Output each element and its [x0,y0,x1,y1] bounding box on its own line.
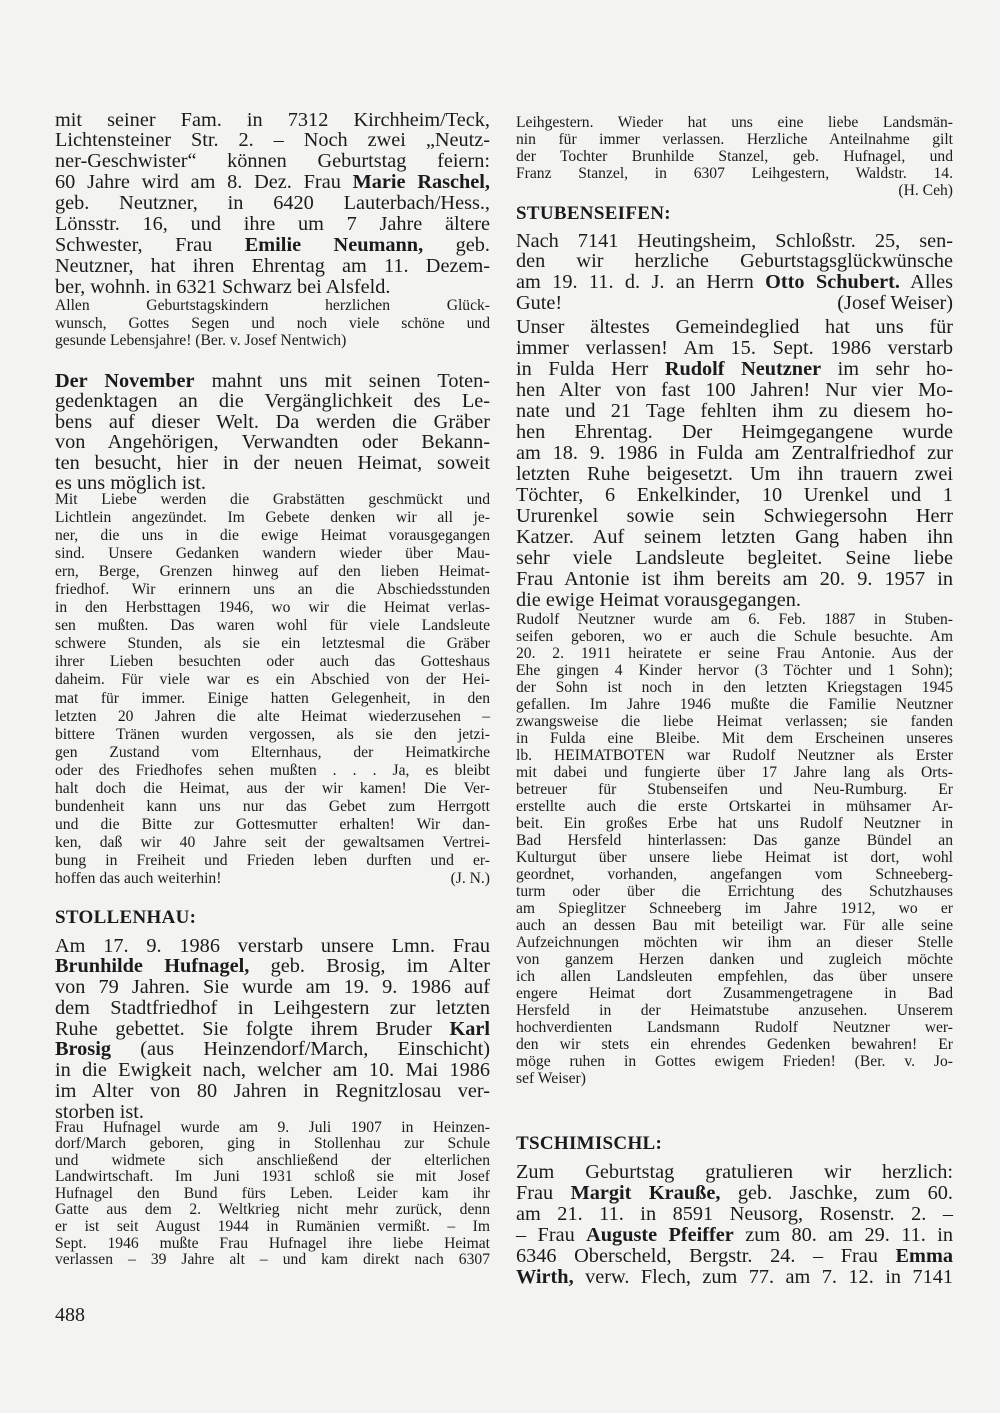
text-run: 20. 2. 1911 heiratete er seine Frau Antonie. Aus der [516,644,953,662]
bold-name: Marie Raschel, [352,171,490,194]
text-run: Töchter, 6 Enkelkinder, 10 Urenkel und 1 [516,483,953,506]
text-line [55,1019,490,1040]
section-heading [516,1132,953,1156]
text-line [516,590,953,611]
text-run: hoffen das auch weiterhin! [55,869,222,887]
text-run: ich allen Landsleuten empfehlen, das über unsere [516,967,953,985]
text-run: im sehr ho- [821,357,953,380]
text-line [516,1267,953,1288]
text-run: mit dabei und fungierte über 17 Jahre lang als Orts- [516,763,953,781]
paragraph [516,317,953,611]
text-line [55,1219,490,1236]
text-run: am 18. 9. 1986 in Fulda am Zentralfriedhof zur [516,441,953,464]
text-line [516,131,953,148]
text-line [55,151,490,172]
text-line [55,852,490,870]
text-run: Sept. 1946 mußte Frau Hufnagel ihre liebe Heimat [55,1234,490,1252]
text-line [55,1039,490,1060]
text-line [55,1060,490,1081]
text-line [516,934,953,951]
text-run: in die Ewigkeit nach, welcher am 10. Mai 1986 [55,1059,490,1081]
text-run: sehr viele Landsleute begleitet. Seine liebe [516,546,953,569]
text-line [516,679,953,696]
text-run: halt doch die Heimat, aus der wir kamen! Die Ver- [55,779,490,797]
paragraph [516,231,953,314]
section-heading [55,906,490,930]
text-line [516,730,953,747]
text-run: friedhof. Wir erinnern uns an die Abschiedsstunden [55,581,490,599]
text-run: geb. Neutzner, in 6420 Lauterbach/Hess., [55,192,490,215]
text-run: sind. Unsere Gedanken wandern wieder über Mau- [55,545,490,563]
text-run: Bad Hersfeld hinterlassen: Das ganze Bündel an [516,831,953,849]
text-run: Alles [899,270,953,293]
text-run: die ewige Heimat vorausgegangen. [516,588,801,611]
bold-name: Otto Schubert. [765,270,900,293]
text-line [516,1002,953,1019]
text-line [516,443,953,464]
text-run: Am 17. 9. 1986 verstarb unsere Lmn. Frau [55,934,490,957]
text-line [516,422,953,443]
text-line [516,645,953,662]
text-line [516,338,953,359]
text-line [516,251,953,272]
text-run: Ururenkel sowie sein Schwiegersohn Herr [516,504,953,527]
text-run: Schwester, Frau [55,233,245,256]
author-credit: (H. Ceh) [898,181,953,199]
text-line [55,130,490,151]
text-run: Lönsstr. 16, und ihre um 7 Jahre ältere [55,212,490,235]
text-run: mit seiner Fam. in 7312 Kirchheim/Teck, [55,108,490,131]
text-run: Nach 7141 Heutingsheim, Schloßstr. 25, sen- [516,229,953,252]
text-line [55,708,490,726]
text-run: Mit Liebe werden die Grabstätten geschmückt und [55,491,490,508]
text-line [55,1202,490,1219]
text-run: verw. Flech, zum 77. am 7. 12. in 7141 [573,1265,953,1288]
text-line [55,798,490,816]
text-line [55,977,490,998]
text-line [516,781,953,798]
text-run: seifen geboren, wo er auch die Schule besuchte. Am [516,627,953,645]
text-run: am 19. 11. d. J. an Herrn [516,270,766,293]
text-line [55,235,490,256]
text-line [55,956,490,977]
text-line [55,412,490,433]
text-run: ihrer Lieben besuchten oder auch das Gotteshaus [55,653,490,671]
text-line [55,581,490,599]
text-line [516,548,953,569]
text-line [55,1136,490,1153]
text-run: nin für immer verlassen. Herzliche Anteilnahme gilt [516,130,953,148]
text-line [516,832,953,849]
text-run: beit. Ein großes Erbe hat uns Rudolf Neutzner in [516,814,953,832]
text-line [55,110,490,131]
text-line [55,315,490,333]
text-run: Gute! [516,291,563,314]
text-line [516,165,953,182]
text-run: dem Stadtfriedhof in Leihgestern zur letzten [55,996,490,1019]
text-line [516,849,953,866]
text-line [516,293,953,314]
text-run: bens auf dieser Welt. Da werden die Gräber [55,410,490,433]
text-line [55,617,490,635]
text-run: Leihgestern. Wieder hat uns eine liebe Landsmän- [516,113,953,131]
text-line [55,172,490,193]
paragraph-small [516,611,953,1087]
text-run: ern, Berge, Grenzen hinweg auf den lieben Heimat- [55,563,490,581]
text-run: ner, die uns in die ewige Heimat vorausgegangen [55,527,490,545]
text-run: schwere Stunden, als sie ein letztesmal die Gräber [55,635,490,653]
text-run: geb. Brosig, im Alter [249,955,490,978]
text-run: er ist seit August 1944 in Rumänien vermißt. – Im [55,1218,490,1236]
bold-name: Der November [55,369,195,392]
text-line [516,662,953,679]
text-run: von Angehörigen, Verwandten oder Bekann- [55,431,490,454]
text-line [55,563,490,581]
text-run: oder des Friedhofes sehen mußten . . . Ja, es bleibt [55,761,490,779]
text-line [516,401,953,422]
text-line [516,1132,953,1156]
text-run: lb. HEIMATBOTEN war Rudolf Neutzner als Erster [516,746,953,764]
text-run: Lichtensteiner Str. 2. – Noch zwei „Neutz- [55,129,490,152]
text-run: den wir herzliche Geburtstagsglückwünsche [516,250,953,273]
text-line [55,635,490,653]
text-line [516,1246,953,1267]
text-line [55,256,490,277]
text-line [55,1120,490,1137]
text-run: gedenktagen an die Vergänglichkeit des Le- [55,390,490,413]
text-line [516,628,953,645]
text-line [516,464,953,485]
text-run: ken, daß wir 40 Jahre seit der gewaltsamen Vertrei- [55,833,490,851]
author-credit: (J. N.) [450,869,490,887]
text-run: turm oder über die Errichtung des Schutzhauses [516,882,953,900]
text-line [55,277,490,298]
text-line [55,432,490,453]
text-run: Gatte aus dem 2. Weltkrieg nicht mehr zurück, denn [55,1201,490,1219]
text-run: geb. [423,233,490,256]
bold-name: Rudolf Neutzner [664,357,822,380]
text-run: Neutzner, hat ihren Ehrentag am 11. Dezem- [55,254,490,277]
text-line [516,1162,953,1183]
text-run: Hersfeld in der Heimatstube anzusehen. Unserem [516,1001,953,1019]
text-run: Aufzeichnungen möchten wir ihm an dieser Stelle [516,933,953,951]
text-line [516,917,953,934]
text-run: betreuer für Stubenseifen und Neu-Rumburg. Er [516,780,953,798]
text-run: Lichtlein angezündet. Im Gebete denken wir all je- [55,509,490,527]
text-line [55,690,490,708]
text-run: den wir stets ein ehrendes Gedenken bewahren! Er [516,1035,953,1053]
text-line [516,1204,953,1225]
text-line [55,491,490,509]
text-line [55,1186,490,1203]
section-heading [516,202,953,226]
paragraph [55,936,490,1123]
text-line [516,148,953,165]
text-line [55,671,490,689]
text-line [55,1169,490,1186]
text-line [516,764,953,781]
text-run: Ehe gingen 4 Kinder hervor (3 Töchter und 1 Sohn); [516,661,953,679]
text-line [516,272,953,293]
text-line [516,611,953,628]
text-line [516,951,953,968]
text-line [55,816,490,834]
text-run: und die Bitte zur Gottesmutter erhalten! Wir dan- [55,815,490,833]
text-run: letzten Ruhe beigesetzt. Um ihn trauern zwei [516,462,953,485]
text-run: gen Zustand vom Elternhaus, der Heimatkirche [55,743,490,761]
paragraph [55,110,490,298]
text-run: mat für immer. Einige hatten Gelegenheit, in den [55,689,490,707]
text-line [55,653,490,671]
text-run: es uns möglich ist. [55,472,206,495]
text-run: Frau [516,1181,571,1204]
text-line [55,599,490,617]
text-line [55,1153,490,1170]
text-line [516,985,953,1002]
text-run: im Alter von 80 Jahren in Regnitzlosau ver- [55,1079,490,1102]
text-line [516,696,953,713]
text-line [55,332,490,350]
text-run: in den Herbsttagen 1946, wo wir die Heimat verlas- [55,599,490,617]
text-run: bundenheit kann uns nur das Gebet zum Herrgott [55,797,490,815]
text-line [55,936,490,957]
text-run: gefallen. Im Jahre 1946 mußte die Familie Neutzner [516,695,953,713]
text-line [55,509,490,527]
paragraph-small [55,491,490,888]
text-line [516,1225,953,1246]
text-line [55,527,490,545]
text-run: Zum Geburtstag gratulieren wir herzlich: [516,1160,953,1183]
text-run: hen Ehrentag. Der Heimgegangene wurde [516,420,953,443]
text-line [55,744,490,762]
text-run: letzten 20 Jahren die alte Heimat wiederzusehen – [55,707,490,725]
text-run: ber, wohnh. in 6321 Schwarz bei Alsfeld. [55,275,391,298]
text-line [516,182,953,199]
text-run: STOLLENHAU: [55,907,197,928]
text-run: geb. Jaschke, zum 60. [720,1181,953,1204]
text-run: von ganzem Herzen danken und zugleich möchte [516,950,953,968]
text-run: – Frau [516,1223,587,1246]
text-line [516,866,953,883]
text-line [516,380,953,401]
paragraph [55,371,490,495]
text-run: Kulturgut über unsere liebe Heimat ist dort, wohl [516,848,953,866]
text-run: am 21. 11. in 8591 Neusorg, Rosenstr. 2. – [516,1202,953,1225]
text-run: am Spieglitzer Schneeberg im Jahre 1912, wo er [516,899,953,917]
text-line [55,998,490,1019]
text-run: 60 Jahre wird am 8. Dez. Frau [55,171,353,194]
text-run: daheim. Für viele war es ein Abschied von der Hei- [55,671,490,689]
text-run: ten besucht, hier in der neuen Heimat, soweit [55,451,490,474]
text-line [516,527,953,548]
text-run: Franz Stanzel, in 6307 Leihgestern, Waldstr. 14. [516,164,953,182]
text-line [55,780,490,798]
text-run: von 79 Jahren. Sie wurde am 19. 9. 1986 auf [55,976,490,998]
text-run: auch an dessen Bau mit beteiligt war. Für alle seine [516,916,953,934]
text-run: Ruhe gebettet. Sie folgte ihrem Bruder [55,1017,450,1040]
text-run: bung in Freiheit und Frieden leben durften und er- [55,851,490,869]
text-run: STUBENSEIFEN: [516,203,671,224]
text-run: in Fulda Herr [516,357,665,380]
text-run: Hufnagel den Bund fürs Leben. Leider kam ihr [55,1184,490,1202]
text-run: geordnet, vorhanden, angefangen vom Schneeberg- [516,865,953,883]
text-run: erstellte auch die erste Ortskartei in mühsamer Ar- [516,797,953,815]
paragraph-small [516,114,953,199]
text-line [55,214,490,235]
bold-name: Wirth, [516,1265,574,1288]
text-run: Frau Antonie ist ihm bereits am 20. 9. 1957 in [516,567,953,590]
text-line [516,569,953,590]
text-run: 6346 Oberscheld, Bergstr. 24. – Frau [516,1244,896,1267]
text-line [516,713,953,730]
text-run: TSCHIMISCHL: [516,1133,663,1154]
text-line [516,1036,953,1053]
text-line [55,1236,490,1253]
text-run: dorf/March geboren, ging in Stollenhau zur Schule [55,1135,490,1153]
text-line [516,485,953,506]
text-line [55,193,490,214]
text-line [55,453,490,474]
text-line [55,371,490,392]
text-run: zum 80. am 29. 11. in [733,1223,953,1246]
text-run: Frau Hufnagel wurde am 9. Juli 1907 in Heinzen- [55,1118,490,1136]
text-line [516,359,953,380]
text-line [55,297,490,315]
text-run: hochverdienten Landsmann Rudolf Neutzner wer- [516,1018,953,1036]
text-line [55,906,490,930]
text-line [55,391,490,412]
text-run: verlassen – 39 Jahre alt – und kam direkt nach 6307 [55,1251,490,1269]
bold-name: Emma [895,1244,953,1267]
bold-name: Brosig [55,1038,111,1061]
text-run: Rudolf Neutzner wurde am 6. Feb. 1887 in Stuben- [516,610,953,628]
text-line [516,798,953,815]
text-line [516,231,953,252]
text-run: (aus Heinzendorf/March, Einschicht) [110,1038,490,1061]
text-line [55,1081,490,1102]
text-run: und widmete sich anschließend der elterlichen [55,1151,490,1169]
text-run: der Sohn ist noch in den letzten Kriegstagen 1945 [516,678,953,696]
text-line [516,1070,953,1087]
text-line [516,747,953,764]
text-line [516,114,953,131]
text-run: wunsch, Gottes Segen und noch viele schöne und [55,314,490,332]
page-number: 488 [55,1304,85,1326]
paragraph-small [55,297,490,350]
text-run: in Fulda eine Bleibe. Mit dem Erscheinen unseres [516,729,953,747]
text-line [55,834,490,852]
text-line [516,202,953,226]
text-run: Landwirtschaft. Im Juni 1931 schloß sie mit Josef [55,1168,490,1186]
text-run: sen mußten. Das waren wohl für viele Landsleute [55,617,490,635]
paragraph [516,1162,953,1289]
text-line [516,317,953,338]
text-line [516,883,953,900]
author-credit: (Josef Weiser) [837,291,953,314]
text-run: storben ist. [55,1100,145,1123]
bold-name: Brunhilde Hufnagel, [55,955,250,978]
text-run: Allen Geburtstagskindern herzlichen Glück- [55,297,490,314]
text-line [55,870,490,888]
text-line [55,762,490,780]
text-run: hen Alter von fast 100 Jahren! Nur vier Mo- [516,378,953,401]
text-line [55,545,490,563]
text-line [516,1053,953,1070]
text-run: immer verlassen! Am 15. Sept. 1986 verstarb [516,336,953,359]
bold-name: Margit Krauße, [570,1181,721,1204]
bold-name: Karl [449,1017,490,1040]
text-run: möge ruhen in Gottes ewigem Frieden! (Ber. v. Jo- [516,1052,953,1070]
text-run: nate und 21 Tage fehlten ihm zu diesem ho- [516,399,953,422]
text-line [516,815,953,832]
text-run: ner-Geschwister“ können Geburtstag feiern: [55,150,490,173]
text-run: zwangsweise die liebe Heimat verlassen; sie fanden [516,712,953,730]
text-line [55,1252,490,1269]
text-run: sef Weiser) [516,1069,586,1087]
bold-name: Auguste Pfeiffer [586,1223,734,1246]
text-run: engere Heimat dort Zusammengetragene in Bad [516,984,953,1002]
text-line [516,1183,953,1204]
text-line [516,900,953,917]
text-line [516,968,953,985]
text-run: mahnt uns mit seinen Toten- [194,369,490,392]
text-run: Katzer. Auf seinem letzten Gang haben ihn [516,525,953,548]
text-run: gesunde Lebensjahre! (Ber. v. Josef Nentwich) [55,332,347,350]
text-line [516,506,953,527]
text-line [516,1019,953,1036]
text-run: bittere Tränen wurden vergossen, als sie den jetzi- [55,725,490,743]
bold-name: Emilie Neumann, [244,233,424,256]
text-run: der Tochter Brunhilde Stanzel, geb. Hufnagel, und [516,147,953,165]
text-line [55,726,490,744]
paragraph-small [55,1120,490,1269]
text-run: Unser ältestes Gemeindeglied hat uns für [516,315,953,338]
